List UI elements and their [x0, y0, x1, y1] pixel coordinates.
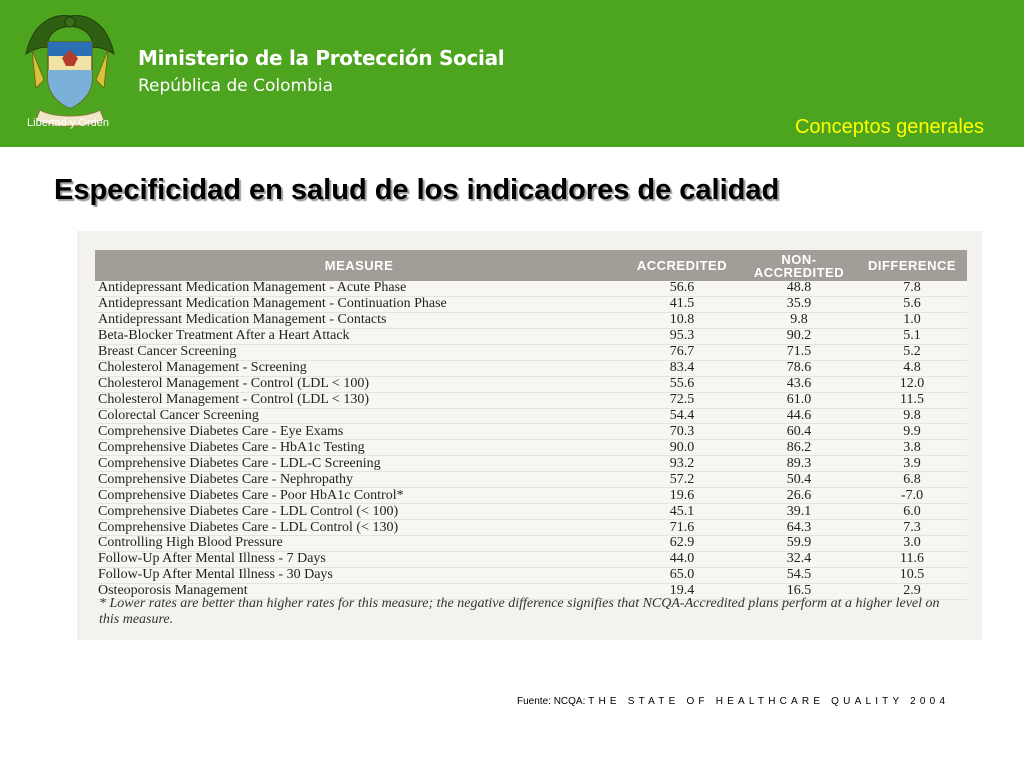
non-accredited-cell: 39.1: [741, 504, 857, 520]
non-accredited-cell: 43.6: [741, 376, 857, 392]
difference-cell: 5.6: [857, 296, 967, 312]
measure-cell: Follow-Up After Mental Illness - 7 Days: [95, 551, 623, 567]
measure-cell: Osteoporosis Management: [95, 583, 623, 599]
difference-cell: 5.2: [857, 344, 967, 360]
table-row: [95, 312, 967, 328]
table-row: [95, 360, 967, 376]
measure-cell: Comprehensive Diabetes Care - Poor HbA1c Control*: [95, 488, 623, 504]
measure-cell: Antidepressant Medication Management - Contacts: [95, 312, 623, 328]
non-accredited-cell: 50.4: [741, 472, 857, 488]
non-accredited-cell: 59.9: [741, 536, 857, 552]
accredited-cell: 62.9: [623, 536, 741, 552]
difference-cell: 3.0: [857, 536, 967, 552]
scanned-table-image: [77, 231, 982, 640]
table-header-row: [95, 250, 967, 281]
non-accredited-cell: 35.9: [741, 296, 857, 312]
measure-cell: Cholesterol Management - Control (LDL < 130): [95, 392, 623, 408]
measure-cell: Comprehensive Diabetes Care - LDL Control (< 100): [95, 504, 623, 520]
measure-cell: Controlling High Blood Pressure: [95, 536, 623, 552]
non-accredited-cell: 32.4: [741, 551, 857, 567]
table-row: [95, 567, 967, 583]
header-difference: DIFFERENCE: [857, 250, 967, 281]
measure-cell: Antidepressant Medication Management - Acute Phase: [95, 281, 623, 296]
header-non-accredited-line1: NON-: [781, 251, 817, 267]
accredited-cell: 93.2: [623, 456, 741, 472]
non-accredited-cell: 86.2: [741, 440, 857, 456]
header-measure: MEASURE: [95, 250, 623, 281]
difference-cell: 5.1: [857, 328, 967, 344]
accredited-cell: 76.7: [623, 344, 741, 360]
section-label: Conceptos generales: [794, 116, 984, 138]
table-row: [95, 392, 967, 408]
table-row: [95, 456, 967, 472]
difference-cell: 7.3: [857, 520, 967, 536]
non-accredited-cell: 78.6: [741, 360, 857, 376]
country-name: República de Colombia: [138, 76, 334, 96]
non-accredited-cell: 64.3: [741, 520, 857, 536]
non-accredited-cell: 26.6: [741, 488, 857, 504]
header-non-accredited: [741, 250, 857, 281]
non-accredited-cell: 54.5: [741, 567, 857, 583]
difference-cell: 11.6: [857, 551, 967, 567]
table-footnote: * Lower rates are better than higher rates for this measure; the negative difference signifies that NCQA-Accredited plans perform at a higher level on this measure.: [99, 596, 940, 627]
measure-cell: Cholesterol Management - Control (LDL < 100): [95, 376, 623, 392]
table-container: [95, 250, 967, 600]
accredited-cell: 10.8: [623, 312, 741, 328]
ministry-name: Ministerio de la Protección Social: [138, 46, 505, 70]
header-accredited: ACCREDITED: [623, 250, 741, 281]
difference-cell: 7.8: [857, 281, 967, 296]
difference-cell: 12.0: [857, 376, 967, 392]
page-title: Especificidad en salud de los indicadores de calidad: [54, 174, 780, 206]
non-accredited-cell: 90.2: [741, 328, 857, 344]
measure-cell: Comprehensive Diabetes Care - LDL-C Screening: [95, 456, 623, 472]
measure-cell: Comprehensive Diabetes Care - Nephropathy: [95, 472, 623, 488]
non-accredited-cell: 61.0: [741, 392, 857, 408]
measure-cell: Comprehensive Diabetes Care - LDL Control (< 130): [95, 520, 623, 536]
difference-cell: -7.0: [857, 488, 967, 504]
header-non-accredited-line2: ACCREDITED: [753, 264, 845, 280]
difference-cell: 4.8: [857, 360, 967, 376]
difference-cell: 3.9: [857, 456, 967, 472]
motto-text: Libertad y Orden: [27, 117, 109, 129]
table-row: [95, 281, 967, 296]
measure-cell: Breast Cancer Screening: [95, 344, 623, 360]
table-row: [95, 488, 967, 504]
difference-cell: 3.8: [857, 440, 967, 456]
accredited-cell: 41.5: [623, 296, 741, 312]
quality-measures-table: [95, 250, 967, 600]
accredited-cell: 56.6: [623, 281, 741, 296]
accredited-cell: 19.4: [623, 583, 741, 599]
table-row: [95, 344, 967, 360]
accredited-cell: 90.0: [623, 440, 741, 456]
accredited-cell: 54.4: [623, 408, 741, 424]
difference-cell: 6.0: [857, 504, 967, 520]
non-accredited-cell: 60.4: [741, 424, 857, 440]
accredited-cell: 70.3: [623, 424, 741, 440]
difference-cell: 9.9: [857, 424, 967, 440]
difference-cell: 6.8: [857, 472, 967, 488]
accredited-cell: 65.0: [623, 567, 741, 583]
coat-of-arms-icon: [22, 10, 118, 132]
accredited-cell: 44.0: [623, 551, 741, 567]
header-band: [0, 0, 1024, 147]
accredited-cell: 72.5: [623, 392, 741, 408]
table-row: [95, 408, 967, 424]
non-accredited-cell: 9.8: [741, 312, 857, 328]
accredited-cell: 83.4: [623, 360, 741, 376]
table-row: [95, 296, 967, 312]
accredited-cell: 95.3: [623, 328, 741, 344]
difference-cell: 1.0: [857, 312, 967, 328]
source-title: THE STATE OF HEALTHCARE QUALITY 2004: [588, 696, 950, 707]
difference-cell: 10.5: [857, 567, 967, 583]
difference-cell: 2.9: [857, 583, 967, 599]
difference-cell: 11.5: [857, 392, 967, 408]
non-accredited-cell: 89.3: [741, 456, 857, 472]
table-row: [95, 376, 967, 392]
table-row: [95, 536, 967, 552]
measure-cell: Beta-Blocker Treatment After a Heart Attack: [95, 328, 623, 344]
table-row: [95, 504, 967, 520]
table-row: [95, 328, 967, 344]
measure-cell: Antidepressant Medication Management - Continuation Phase: [95, 296, 623, 312]
measure-cell: Follow-Up After Mental Illness - 30 Days: [95, 567, 623, 583]
measure-cell: Comprehensive Diabetes Care - HbA1c Testing: [95, 440, 623, 456]
non-accredited-cell: 71.5: [741, 344, 857, 360]
non-accredited-cell: 48.8: [741, 281, 857, 296]
table-row: [95, 520, 967, 536]
accredited-cell: 55.6: [623, 376, 741, 392]
measure-cell: Comprehensive Diabetes Care - Eye Exams: [95, 424, 623, 440]
difference-cell: 9.8: [857, 408, 967, 424]
source-citation: [517, 696, 949, 707]
measure-cell: Colorectal Cancer Screening: [95, 408, 623, 424]
table-row: [95, 472, 967, 488]
non-accredited-cell: 44.6: [741, 408, 857, 424]
source-prefix: Fuente: NCQA:: [517, 696, 586, 707]
accredited-cell: 57.2: [623, 472, 741, 488]
accredited-cell: 45.1: [623, 504, 741, 520]
measure-cell: Cholesterol Management - Screening: [95, 360, 623, 376]
accredited-cell: 19.6: [623, 488, 741, 504]
accredited-cell: 71.6: [623, 520, 741, 536]
table-row: [95, 440, 967, 456]
table-row: [95, 424, 967, 440]
table-row: [95, 551, 967, 567]
non-accredited-cell: 16.5: [741, 583, 857, 599]
